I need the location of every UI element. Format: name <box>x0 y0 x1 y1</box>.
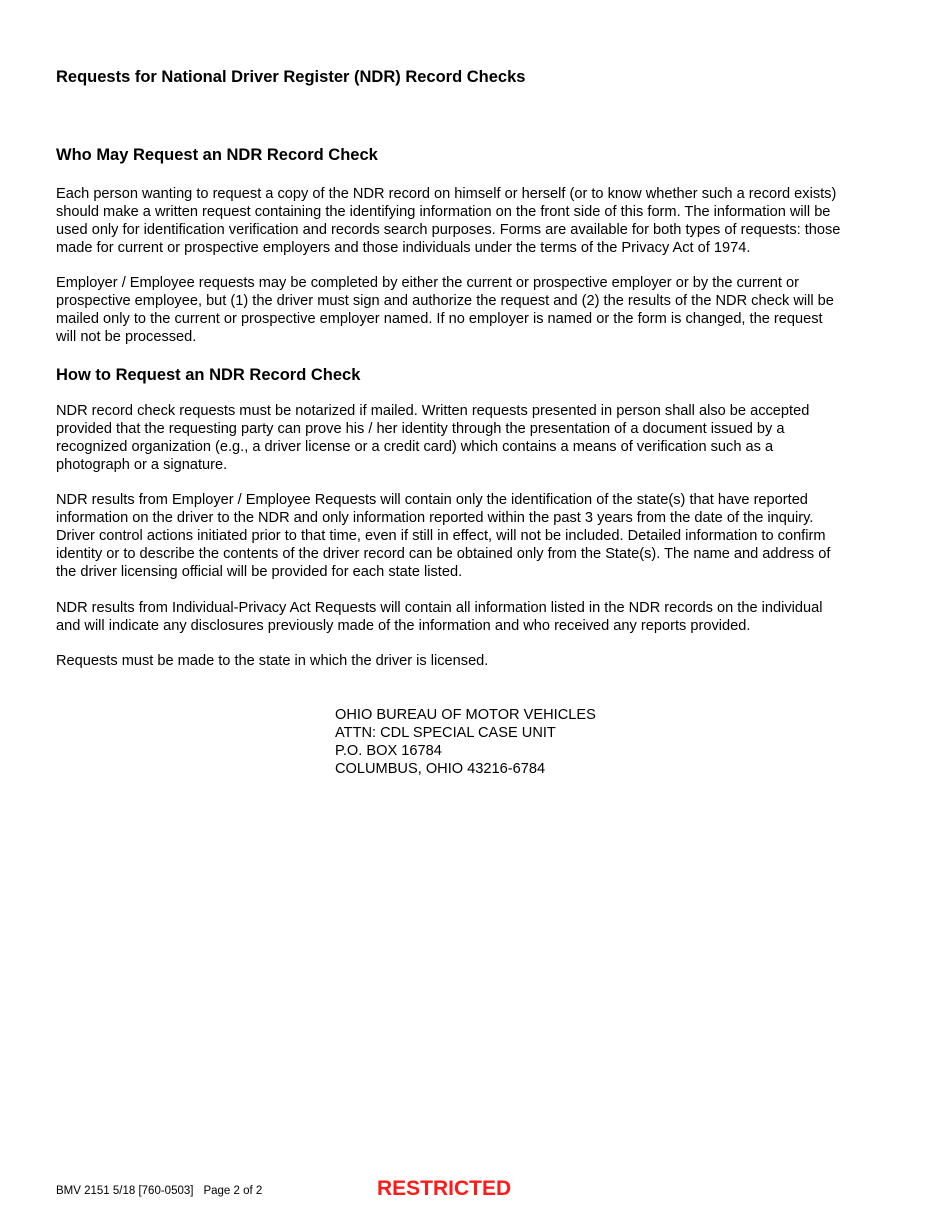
address-line: ATTN: CDL SPECIAL CASE UNIT <box>335 725 556 741</box>
paragraph-how-to-request-4 <box>56 652 896 670</box>
paragraph-line: information on the driver to the NDR and only information reported within the past 3 years from the date of the inquiry. <box>56 510 814 526</box>
paragraph-line: photograph or a signature. <box>56 457 228 473</box>
mailing-address <box>335 706 596 778</box>
section-heading-who-may-request: Who May Request an NDR Record Check <box>56 146 378 164</box>
paragraph-line: NDR results from Employer / Employee Requests will contain only the identification of the state(s) that have reported <box>56 492 808 508</box>
paragraph-line: provided that the requesting party can prove his / her identity through the presentation of a document issued by a <box>56 421 785 437</box>
paragraph-line: the driver licensing official will be provided for each state listed. <box>56 564 463 580</box>
paragraph-line: Driver control actions initiated prior to that time, even if still in effect, will not be included. Detailed information to confirm <box>56 528 826 544</box>
paragraph-line: will not be processed. <box>56 329 197 345</box>
paragraph-line: Employer / Employee requests may be completed by either the current or prospective employer or by the current or <box>56 275 800 291</box>
address-line: P.O. BOX 16784 <box>335 743 442 759</box>
paragraph-line: NDR record check requests must be notarized if mailed. Written requests presented in person shall also be accepted <box>56 403 810 419</box>
form-id: BMV 2151 5/18 [760-0503] <box>56 1185 194 1197</box>
paragraph-how-to-request-3 <box>56 599 896 635</box>
paragraph-line: Requests must be made to the state in which the driver is licensed. <box>56 653 489 669</box>
address-line: OHIO BUREAU OF MOTOR VEHICLES <box>335 707 596 723</box>
paragraph-line: mailed only to the current or prospective employer named. If no employer is named or the form is changed, the request <box>56 311 823 327</box>
address-line: COLUMBUS, OHIO 43216-6784 <box>335 761 546 777</box>
page-number: Page 2 of 2 <box>203 1185 263 1197</box>
section-heading-how-to-request: How to Request an NDR Record Check <box>56 366 361 384</box>
paragraph-line: and will indicate any disclosures previously made of the information and who received any reports provided. <box>56 618 751 634</box>
paragraph-how-to-request-1 <box>56 402 896 474</box>
document-title: Requests for National Driver Register (NDR) Record Checks <box>56 68 526 86</box>
paragraph-line: prospective employee, but (1) the driver must sign and authorize the request and (2) the results of the NDR check will be <box>56 293 834 309</box>
paragraph-line: Each person wanting to request a copy of the NDR record on himself or herself (or to know whether such a record exists) <box>56 186 837 202</box>
paragraph-line: identity or to describe the contents of the driver record can be obtained only from the State(s). The name and address of <box>56 546 831 562</box>
paragraph-line: recognized organization (e.g., a driver license or a credit card) which contains a means of verification such as a <box>56 439 774 455</box>
paragraph-line: NDR results from Individual-Privacy Act Requests will contain all information listed in the NDR records on the individual <box>56 600 823 616</box>
restricted-label: RESTRICTED <box>377 1177 512 1200</box>
paragraph-line: should make a written request containing the identifying information on the front side of this form. The information will be <box>56 204 831 220</box>
paragraph-how-to-request-2 <box>56 491 896 581</box>
paragraph-who-may-request-1 <box>56 185 896 257</box>
paragraph-line: made for current or prospective employers and those individuals under the terms of the Privacy Act of 1974. <box>56 240 751 256</box>
paragraph-who-may-request-2 <box>56 274 896 346</box>
paragraph-line: used only for identification verification and records search purposes. Forms are available for both types of requests: those <box>56 222 841 238</box>
footer-form-info <box>56 1184 262 1198</box>
